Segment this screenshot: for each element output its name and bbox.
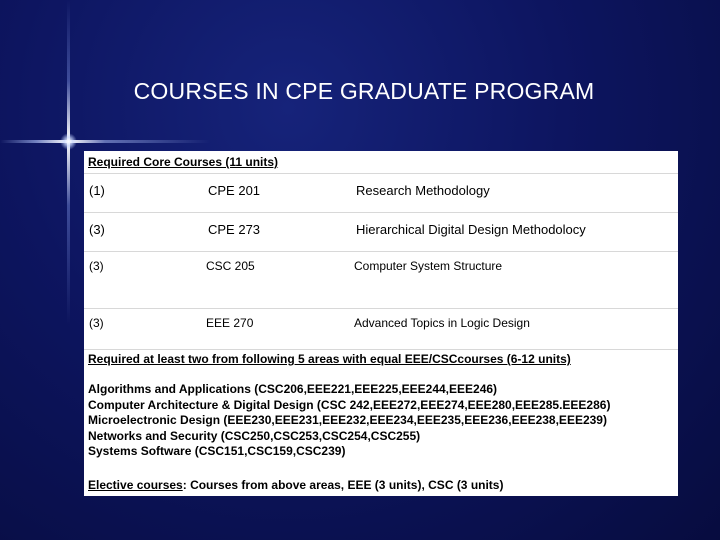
light-flare-horizontal xyxy=(0,140,300,143)
table-row xyxy=(84,251,678,308)
list-item: Networks and Security (CSC250,CSC253,CSC254,CSC255) xyxy=(88,428,421,443)
course-units: (3) xyxy=(89,259,104,273)
list-item: Microelectronic Design (EEE230,EEE231,EEE232,EEE234,EEE235,EEE236,EEE238,EEE239) xyxy=(88,413,607,427)
areas-list xyxy=(88,382,610,460)
course-units: (3) xyxy=(89,316,104,330)
list-item: Algorithms and Applications (CSC206,EEE221,EEE225,EEE244,EEE246) xyxy=(88,382,498,396)
course-code: CPE 273 xyxy=(208,222,261,237)
elective-courses-label: Elective courses xyxy=(88,478,183,492)
list-item: Computer Architecture & Digital Design (CSC 242,EEE272,EEE274,EEE280,EEE285.EEE286) xyxy=(88,397,611,412)
core-courses-table xyxy=(84,173,678,350)
course-name: Advanced Topics in Logic Design xyxy=(354,316,530,330)
core-courses-heading: Required Core Courses (11 units) xyxy=(88,155,279,169)
slide-title: COURSES IN CPE GRADUATE PROGRAM xyxy=(133,78,595,104)
course-units: (1) xyxy=(89,183,105,198)
course-code: EEE 270 xyxy=(206,316,254,330)
elective-courses-line xyxy=(88,478,503,492)
elective-courses-text: : Courses from above areas, EEE (3 units), CSC (3 units) xyxy=(182,478,504,492)
table-row xyxy=(84,173,678,212)
light-flare-center xyxy=(60,133,77,150)
courses-panel xyxy=(84,151,678,496)
course-code: CSC 205 xyxy=(206,259,255,273)
table-row xyxy=(84,212,678,251)
course-name: Computer System Structure xyxy=(354,259,503,273)
areas-heading: Required at least two from following 5 areas with equal EEE/CSCcourses (6-12 units) xyxy=(88,352,571,366)
table-row xyxy=(84,308,678,350)
course-code: CPE 201 xyxy=(208,183,261,198)
course-name: Research Methodology xyxy=(356,183,490,198)
course-name: Hierarchical Digital Design Methodolocy xyxy=(356,222,586,237)
course-units: (3) xyxy=(89,222,105,237)
list-item: Systems Software (CSC151,CSC159,CSC239) xyxy=(88,444,346,458)
